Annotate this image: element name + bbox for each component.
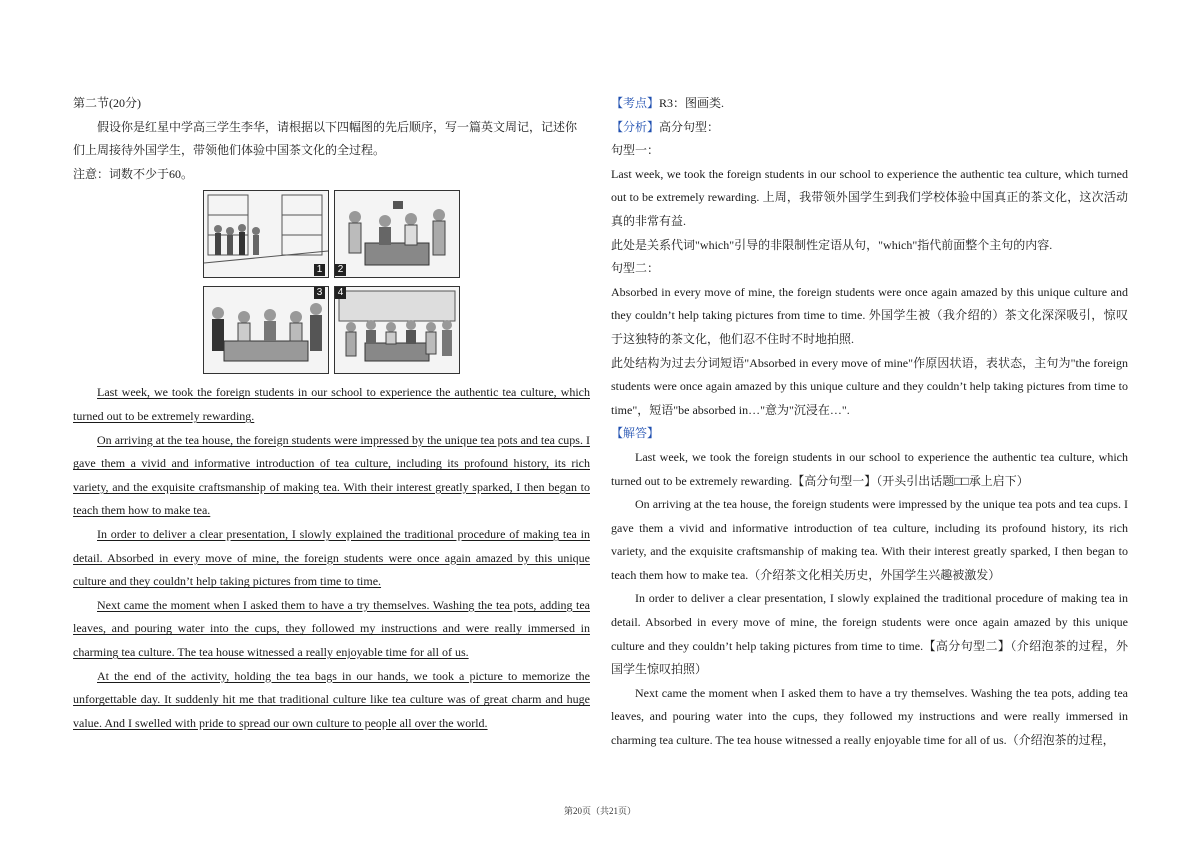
question-column — [73, 92, 590, 735]
four-panel-illustration — [203, 190, 458, 375]
panel-4-image — [334, 286, 460, 374]
page-number-footer: 第20页（共21页） — [563, 806, 636, 816]
answer-paragraph-3 — [611, 587, 1128, 681]
prompt-line-1: 假设你是红星中学高三学生李华，请根据以下四幅图的先后顺序，写一篇英文周记，记述你 — [97, 119, 578, 134]
jieda-line — [611, 422, 1128, 446]
essay-paragraph-1: Last week, we took the foreign students in our school to experience the authentic tea culture, which turned out to be extremely rewarding. — [73, 385, 590, 423]
pattern-1-english: Last week, we took the foreign students in our school to experience the authentic tea culture, which turned out to be extremely rewarding. — [611, 166, 1128, 205]
kaodian-tag: 【考点】 — [611, 96, 660, 110]
analysis-column — [611, 92, 1128, 753]
kaodian-text: R3：图画类. — [659, 96, 725, 110]
answer-3-note: 【高分句型二】（介绍泡茶的过程，外国学生惊叹拍照） — [611, 638, 1128, 677]
panel-2-number: 2 — [335, 264, 346, 276]
pattern-1-note: 此处是关系代词"which"引导的非限制性定语从句，"which"指代前面整个主句的内容. — [611, 237, 1053, 252]
word-count-note: 注意：词数不少于60。 — [73, 166, 194, 181]
answer-3-text: In order to deliver a clear presentation, I slowly explained the traditional procedure of making tea in detail. Absorbed in every move of mine, the foreign students were once again amazed by this unique culture and they couldn’t help taking pictures from time to time. — [611, 591, 1128, 653]
pattern-2-english: Absorbed in every move of mine, the foreign students were once again amazed by this unique culture and they couldn’t help taking pictures from time to time. — [611, 284, 1128, 323]
answer-4-note: （介绍泡茶的过程， — [1006, 733, 1115, 748]
pattern-1-chinese: 上周，我带领外国学生到我们学校体验中国真正的茶文化，这次活动真的非常有益. — [611, 190, 1128, 228]
pattern-2-label: 句型二： — [611, 261, 660, 276]
panel-3-number: 3 — [314, 287, 325, 299]
essay-paragraph-4: Next came the moment when I asked them to have a try themselves. Washing the tea pots, adding tea leaves, and pouring water into the cups, they followed my instructions and were really immersed in charming tea culture. The tea house witnessed a really enjoyable time for all of us. — [73, 597, 590, 659]
fenxi-tag: 【分析】 — [611, 119, 660, 134]
answer-4-text: Next came the moment when I asked them to have a try themselves. Washing the tea pots, adding tea leaves, and pouring water into the cups, they followed my instructions and were really immersed in charming tea culture. The tea house witnessed a really enjoyable time for all of us. — [611, 685, 1128, 748]
pattern-1-label: 句型一： — [611, 143, 660, 158]
pattern-2-chinese: 外国学生被（我介绍的）茶文化深深吸引，惊叹于这独特的茶文化，他们忍不住时不时地拍照. — [611, 308, 1129, 346]
panel-3-image — [203, 286, 329, 374]
prompt-line-2: 们上周接待外国学生，带领他们体验中国茶文化的全过程。 — [73, 143, 386, 158]
answer-paragraph-2 — [611, 493, 1128, 587]
jieda-tag: 【解答】 — [611, 426, 660, 441]
fenxi-text: 高分句型： — [659, 119, 720, 134]
pattern-1-text — [611, 163, 1128, 234]
section-title: 第二节(20分) — [73, 96, 141, 110]
answer-paragraph-1 — [611, 446, 1128, 493]
kaodian-line — [611, 92, 1128, 116]
answer-1-text: Last week, we took the foreign students in our school to experience the authentic tea culture, which turned out to be extremely rewarding. — [611, 449, 1128, 488]
answer-paragraph-4 — [611, 682, 1128, 753]
answer-2-note: （介绍茶文化相关历史，外国学生兴趣被激发） — [748, 567, 1001, 582]
panel-1-number: 1 — [314, 264, 325, 276]
panel-4-number: 4 — [335, 287, 346, 299]
essay-paragraph-3: In order to deliver a clear presentation, I slowly explained the traditional procedure of making tea in detail. Absorbed in every move of mine, the foreign students were once again amazed by this unique culture and they couldn’t help taking pictures from time to time. — [73, 526, 590, 589]
essay-paragraph-2: On arriving at the tea house, the foreign students were impressed by the unique tea pots and tea cups. I gave them a vivid and informative introduction of tea culture, including its profound history, its rich variety, and the exquisite craftsmanship of making tea. With their interest greatly sparked, I then began to teach them how to make tea. — [73, 432, 590, 518]
pattern-2-note: 此处结构为过去分词短语"Absorbed in every move of mine"作原因状语，表状态，主句为"the foreign students were once again amazed by this unique culture and they couldn’t help taking pictures from time to time"，短语"be absorbed in…"意为"沉浸在…". — [611, 355, 1128, 417]
fenxi-line — [611, 116, 1128, 140]
answer-2-text: On arriving at the tea house, the foreign students were impressed by the unique tea pots and tea cups. I gave them a vivid and informative introduction of tea culture, including its profound history, its rich variety, and the exquisite craftsmanship of making tea. With their interest greatly sparked, I then began to teach them how to make tea. — [611, 497, 1128, 582]
essay-paragraph-5: At the end of the activity, holding the tea bags in our hands, we took a picture to memorize the unforgettable day. It suddenly hit me that traditional culture like tea culture was of great charm and huge value. And I swelled with pride to spread our own culture to people all over the world. — [73, 668, 590, 730]
answer-1-note: 【高分句型一】（开头引出话题□□承上启下） — [792, 473, 1029, 488]
panel-1-image — [203, 190, 329, 278]
pattern-2-text — [611, 281, 1128, 352]
panel-2-image — [334, 190, 460, 278]
